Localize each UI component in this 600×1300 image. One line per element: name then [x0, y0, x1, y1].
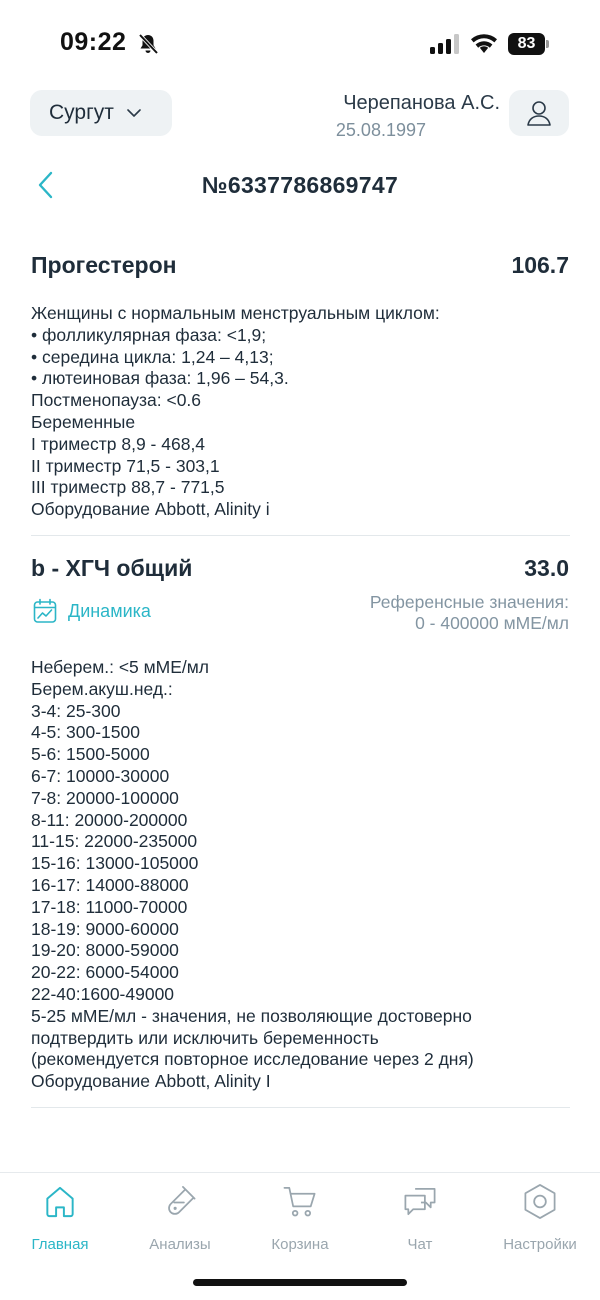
- tab-home[interactable]: [0, 1183, 120, 1253]
- reference-line: Неберем.: <5 мМЕ/мл: [31, 657, 210, 677]
- reference-line: I триместр 8,9 - 468,4: [31, 433, 206, 454]
- home-icon: [41, 1183, 79, 1220]
- reference-text-progesterone: [31, 303, 440, 521]
- reference-line: 11-15: 22000-235000: [31, 831, 198, 852]
- battery-tip: [546, 40, 549, 48]
- test-tube-icon: [161, 1183, 199, 1220]
- reference-line: 5-6: 1500-5000: [31, 744, 150, 765]
- reference-line: Беременные: [31, 411, 136, 432]
- settings-icon: [521, 1183, 559, 1220]
- tab-cart-label: Корзина: [271, 1236, 329, 1253]
- wifi-icon: [470, 32, 498, 54]
- reference-line: 7-8: 20000-100000: [31, 787, 179, 808]
- tab-cart[interactable]: [240, 1183, 360, 1253]
- reference-line: • лютеиновая фаза: 1,96 – 54,3.: [31, 368, 289, 389]
- battery-indicator: [508, 33, 550, 55]
- test-value-hcg: 33.0: [524, 555, 569, 581]
- status-bar: [0, 0, 600, 90]
- test-value-progesterone: 106.7: [511, 252, 569, 278]
- patient-name: Черепанова А.С.: [343, 92, 500, 114]
- tab-settings-label: Настройки: [503, 1236, 577, 1253]
- reference-text-hcg: [31, 657, 474, 1093]
- profile-button[interactable]: [509, 90, 569, 136]
- order-number: №6337786869747: [201, 172, 399, 198]
- tab-chat-label: Чат: [407, 1236, 433, 1253]
- patient-dob: 25.08.1997: [335, 120, 426, 140]
- reference-line: 20-22: 6000-54000: [31, 962, 179, 983]
- reference-line: 16-17: 14000-88000: [31, 874, 189, 895]
- chat-icon: [401, 1183, 439, 1220]
- tab-analyses-label: Анализы: [149, 1236, 211, 1253]
- reference-line: 22-40:1600-49000: [31, 983, 175, 1004]
- reference-line: 8-11: 20000-200000: [31, 809, 188, 830]
- reference-line: III триместр 88,7 - 771,5: [31, 477, 225, 498]
- tab-chat[interactable]: [360, 1183, 480, 1253]
- cart-icon: [281, 1183, 319, 1220]
- dynamics-label: Динамика: [68, 600, 151, 621]
- reference-line: (рекомендуется повторное исследование через 2 дня): [31, 1049, 474, 1070]
- reference-line: 6-7: 10000-30000: [31, 765, 170, 786]
- reference-values-range: 0 - 400000 мМЕ/мл: [415, 613, 569, 633]
- reference-line: 5-25 мМЕ/мл - значения, не позволяющие достоверно: [31, 1005, 472, 1026]
- city-label: Сургут: [49, 101, 114, 124]
- divider: [31, 1107, 570, 1108]
- reference-line: 17-18: 11000-70000: [31, 896, 188, 917]
- tab-analyses[interactable]: [120, 1183, 240, 1253]
- tab-settings[interactable]: [480, 1183, 600, 1253]
- reference-line: • середина цикла: 1,24 – 4,13;: [31, 346, 274, 367]
- reference-line: Постменопауза: <0.6: [31, 390, 202, 411]
- user-icon: [526, 99, 552, 127]
- reference-values-title: Референсные значения:: [369, 592, 569, 612]
- reference-line: 19-20: 8000-59000: [31, 940, 179, 961]
- reference-line: 3-4: 25-300: [31, 700, 121, 721]
- status-time: 09:22: [60, 28, 127, 56]
- reference-line: 15-16: 13000-105000: [31, 853, 199, 874]
- chevron-down-icon: [126, 108, 142, 118]
- reference-line: подтвердить или исключить беременность: [31, 1027, 379, 1048]
- divider: [31, 535, 570, 536]
- signal-icon: [430, 34, 460, 54]
- city-select[interactable]: [30, 90, 172, 136]
- test-name-progesterone: Прогестерон: [31, 252, 177, 278]
- test-name-hcg: b - ХГЧ общий: [31, 555, 193, 581]
- chart-calendar-icon: [33, 598, 57, 624]
- reference-line: Женщины с нормальным менструальным циклом:: [31, 303, 440, 323]
- reference-line: II триместр 71,5 - 303,1: [31, 455, 220, 476]
- reference-line: • фолликулярная фаза: <1,9;: [31, 324, 267, 345]
- bell-muted-icon: [136, 32, 160, 56]
- reference-line: Оборудование Abbott, Alinity i: [31, 499, 270, 520]
- home-indicator: [193, 1279, 407, 1286]
- reference-line: Оборудование Abbott, Alinity I: [31, 1071, 271, 1092]
- reference-line: 18-19: 9000-60000: [31, 918, 179, 939]
- reference-line: 4-5: 300-1500: [31, 722, 140, 743]
- dynamics-link[interactable]: [33, 598, 151, 624]
- reference-line: Берем.акуш.нед.:: [31, 678, 173, 699]
- battery-level: 83: [508, 33, 545, 55]
- tab-home-label: Главная: [31, 1236, 89, 1253]
